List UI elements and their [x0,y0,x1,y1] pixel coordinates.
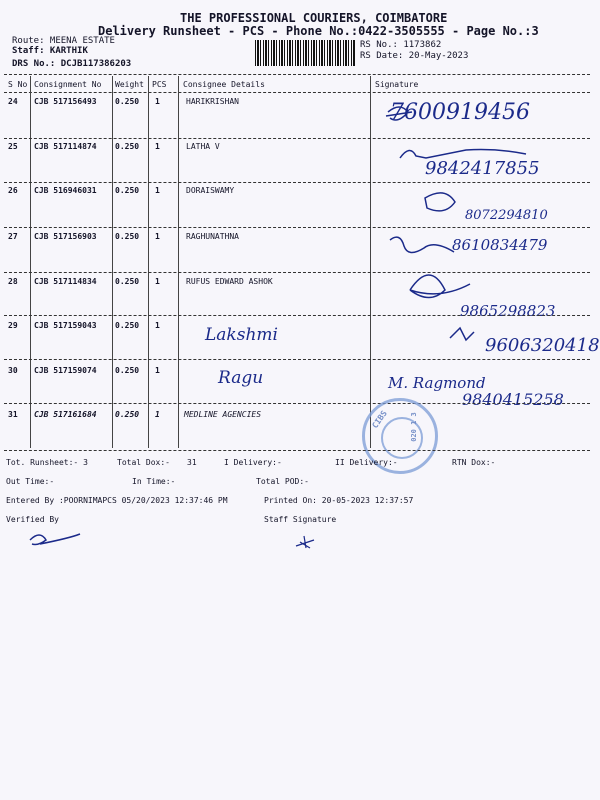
col-header-sno: S No [8,80,28,89]
row-pcs: 1 [155,410,160,419]
rs-date: RS Date: 20-May-2023 [360,51,469,61]
row-consignee: LATHA V [186,142,220,151]
row-pcs: 1 [155,186,160,195]
row-signature: 9606320418 [485,335,600,356]
row-sno: 25 [8,142,18,151]
row-weight: 0.250 [115,142,140,151]
in-time-label: In Time:- [132,477,176,486]
row-signature: 9842417855 [425,158,540,179]
row-weight: 0.250 [115,366,140,375]
rs-number: RS No.: 1173862 [360,40,442,50]
row-pcs: 1 [155,142,160,151]
route-label: Route: MEENA ESTATE [12,36,115,46]
row-consignment: CJB 517159043 [34,321,97,330]
row-signature: 8610834479 [452,236,548,254]
row-sno: 27 [8,232,18,241]
row-pcs: 1 [155,321,160,330]
entered-by: Entered By :POORNIMAPCS 05/20/2023 12:37:46 PM [6,496,228,505]
row-signature: 7600919456 [390,100,530,125]
row-consignment: CJB 517161684 [34,410,97,419]
row-sno: 30 [8,366,18,375]
drs-number: DRS No.: DCJB117386203 [12,59,132,69]
row-signature: 9840415258 [462,390,564,409]
staff-label: Staff: KARTHIK [12,46,88,56]
company-name: THE PROFESSIONAL COURIERS, COIMBATORE [180,11,448,25]
row-consignment: CJB 517114834 [34,277,97,286]
runsheet-title: Delivery Runsheet - PCS - Phone No.:0422-3505555 - Page No.:3 [98,24,539,38]
row-pcs: 1 [155,232,160,241]
delivery-stamp: CIBS 020 1 3 [362,398,438,474]
row-consignee: RAGHUNATHNA [186,232,239,241]
row-sno: 29 [8,321,18,330]
row-weight: 0.250 [115,186,140,195]
handwritten-name: Ragu [218,368,264,388]
row-pcs: 1 [155,97,160,106]
row-consignment: CJB 516946031 [34,186,97,195]
row-pcs: 1 [155,277,160,286]
row-sno: 24 [8,97,18,106]
total-pod-label: Total POD:- [256,477,309,486]
row-weight: 0.250 [115,277,140,286]
col-header-consignment: Consignment No [34,80,102,89]
col-header-pcs: PCS [152,80,167,89]
out-time-label: Out Time:- [6,477,55,486]
handwritten-name: Lakshmi [205,325,278,345]
row-signature: 9865298823 [460,302,556,320]
row-consignee: RUFUS EDWARD ASHOK [186,277,273,286]
row-sno: 28 [8,277,18,286]
total-dox-label: Total Dox:- [117,458,170,467]
row-consignment: CJB 517156903 [34,232,97,241]
row-consignment: CJB 517159074 [34,366,97,375]
col-header-signature: Signature [375,80,419,89]
row-sno: 31 [8,410,18,419]
row-consignee: DORAISWAMY [186,186,235,195]
second-delivery-label: II Delivery:- [335,458,398,467]
printed-on: Printed On: 20-05-2023 12:37:57 [264,496,414,505]
total-runsheet: Tot. Runsheet:- 3 [6,458,88,467]
staff-signature-label: Staff Signature [264,515,337,524]
rtn-dox-label: RTN Dox:- [452,458,496,467]
row-consignment: CJB 517156493 [34,97,97,106]
row-consignee: HARIKRISHAN [186,97,239,106]
handwritten-signature: M. Ragmond [388,374,486,392]
total-dox-value: 31 [187,458,197,467]
row-pcs: 1 [155,366,160,375]
col-header-consignee: Consignee Details [183,80,265,89]
row-weight: 0.250 [115,97,140,106]
row-signature: 8072294810 [465,208,548,223]
row-weight: 0.250 [115,232,140,241]
first-delivery-label: I Delivery:- [224,458,282,467]
row-consignment: CJB 517114874 [34,142,97,151]
verified-by-label: Verified By [6,515,59,524]
row-consignee: MEDLINE AGENCIES [184,410,262,419]
row-sno: 26 [8,186,18,195]
col-header-weight: Weight [115,80,144,89]
row-weight: 0.250 [115,321,140,330]
row-weight: 0.250 [115,410,140,419]
